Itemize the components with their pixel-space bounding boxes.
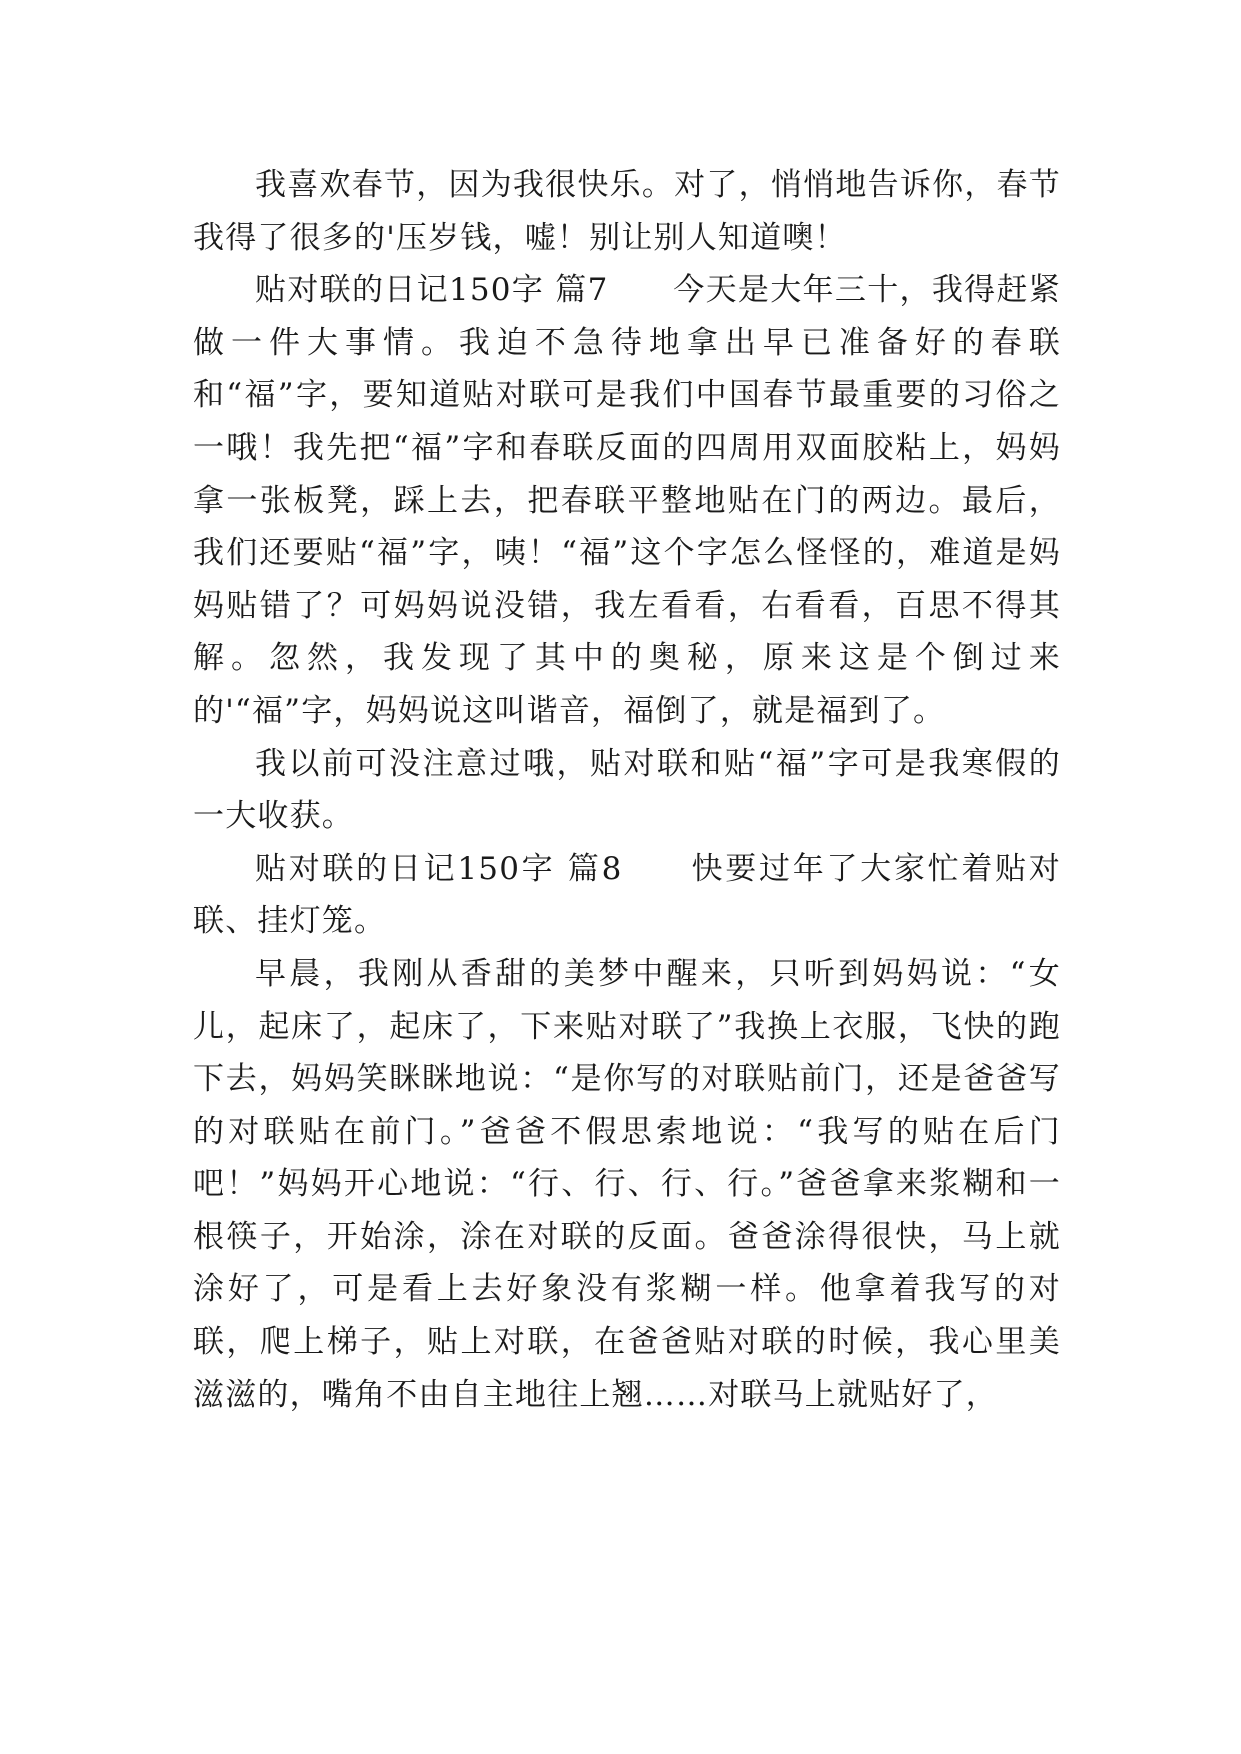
paragraph-1: 我喜欢春节，因为我很快乐。对了，悄悄地告诉你，春节我得了很多的'压岁钱，嘘！别让别人知道噢！ xyxy=(193,167,1061,256)
paragraph-4: 贴对联的日记150字 篇8 快要过年了大家忙着贴对联、挂灯笼。 xyxy=(193,850,1061,940)
paragraph-3: 我以前可没注意过哦，贴对联和贴“福”字可是我寒假的一大收获。 xyxy=(193,745,1061,835)
body-text xyxy=(193,159,1061,1421)
paragraph-2: 贴对联的日记150字 篇7 今天是大年三十，我得赶紧做一件大事情。我迫不急待地拿出早已准备好的春联和“福”字，要知道贴对联可是我们中国春节最重要的习俗之一哦！我先把“福”字和春联反面的四周用双面胶粘上，妈妈拿一张板凳，踩上去，把春联平整地贴在门的两边。最后，我们还要贴“福”字，咦！“福”这个字怎么怪怪的，难道是妈妈贴错了？可妈妈说没错，我左看看，右看看，百思不得其解。忽然，我发现了其中的奥秘，原来这是个倒过来的'“福”字，妈妈说这叫谐音，福倒了，就是福到了。 xyxy=(193,272,1061,729)
paragraph-5: 早晨，我刚从香甜的美梦中醒来，只听到妈妈说：“女儿，起床了，起床了，下来贴对联了”我换上衣服，飞快的跑下去，妈妈笑眯眯地说：“是你写的对联贴前门，还是爸爸写的对联贴在前门。”爸爸不假思索地说：“我写的贴在后门吧！”妈妈开心地说：“行、行、行、行。”爸爸拿来浆糊和一根筷子，开始涂，涂在对联的反面。爸爸涂得很快，马上就涂好了，可是看上去好象没有浆糊一样。他拿着我写的对联，爬上梯子，贴上对联，在爸爸贴对联的时候，我心里美滋滋的，嘴角不由自主地往上翘……对联马上就贴好了， xyxy=(193,955,1061,1413)
